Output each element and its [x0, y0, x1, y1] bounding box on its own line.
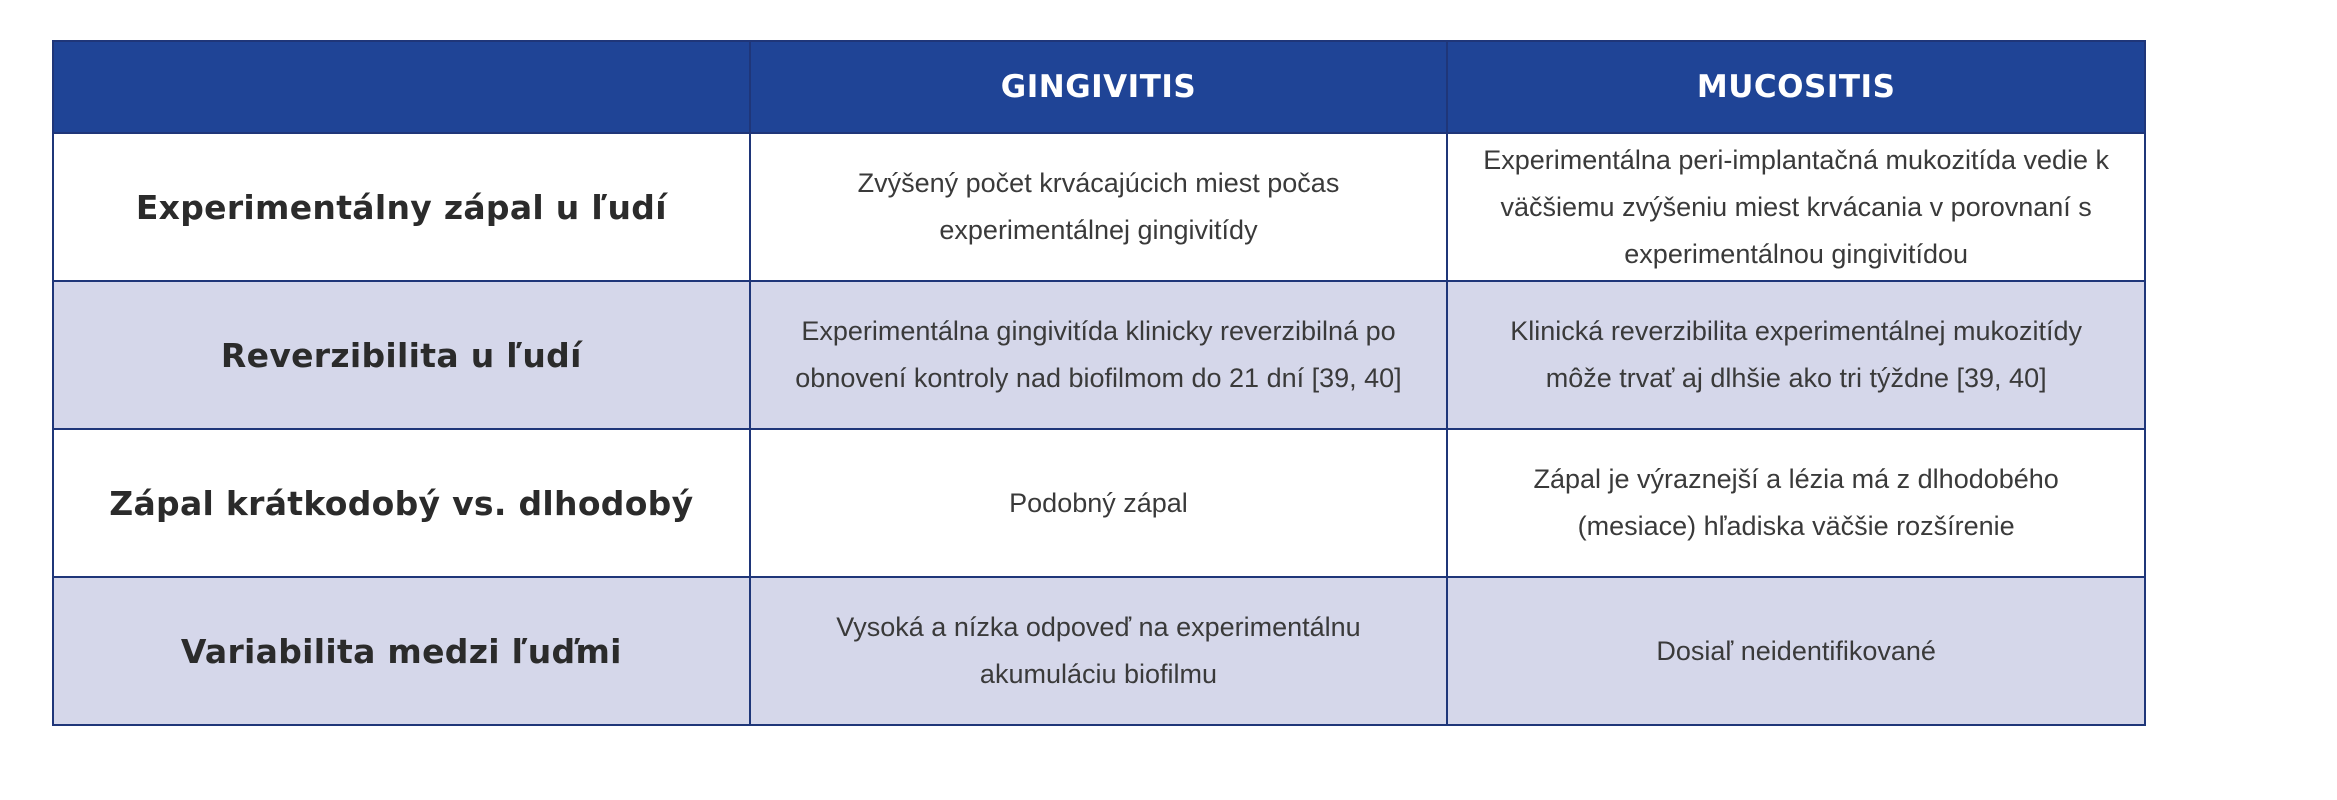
- row-label: Experimentálny zápal u ľudí: [53, 133, 750, 281]
- mucositis-cell: Klinická reverzibilita experimentálnej mukozitídy môže trvať aj dlhšie ako tri týždne [39, 40]: [1447, 281, 2145, 429]
- table-row: [53, 577, 2145, 725]
- comparison-table: [52, 40, 2146, 726]
- table-body: [53, 133, 2145, 725]
- table-row: [53, 429, 2145, 577]
- header-empty-cell: [53, 41, 750, 133]
- gingivitis-cell: Zvýšený počet krvácajúcich miest počas experimentálnej gingivitídy: [750, 133, 1448, 281]
- gingivitis-cell: Vysoká a nízka odpoveď na experimentálnu akumuláciu biofilmu: [750, 577, 1448, 725]
- header-row: [53, 41, 2145, 133]
- row-label: Variabilita medzi ľuďmi: [53, 577, 750, 725]
- table-header: [53, 41, 2145, 133]
- header-gingivitis: GINGIVITIS: [750, 41, 1448, 133]
- table-row: [53, 281, 2145, 429]
- mucositis-cell: Experimentálna peri-implantačná mukozitída vedie k väčšiemu zvýšeniu miest krvácania v porovnaní s experimentálnou gingivitídou: [1447, 133, 2145, 281]
- mucositis-cell: Dosiaľ neidentifikované: [1447, 577, 2145, 725]
- mucositis-cell: Zápal je výraznejší a lézia má z dlhodobého (mesiace) hľadiska väčšie rozšírenie: [1447, 429, 2145, 577]
- gingivitis-cell: Podobný zápal: [750, 429, 1448, 577]
- header-mucositis: MUCOSITIS: [1447, 41, 2145, 133]
- row-label: Reverzibilita u ľudí: [53, 281, 750, 429]
- gingivitis-cell: Experimentálna gingivitída klinicky reverzibilná po obnovení kontroly nad biofilmom do 21 dní [39, 40]: [750, 281, 1448, 429]
- row-label: Zápal krátkodobý vs. dlhodobý: [53, 429, 750, 577]
- table-row: [53, 133, 2145, 281]
